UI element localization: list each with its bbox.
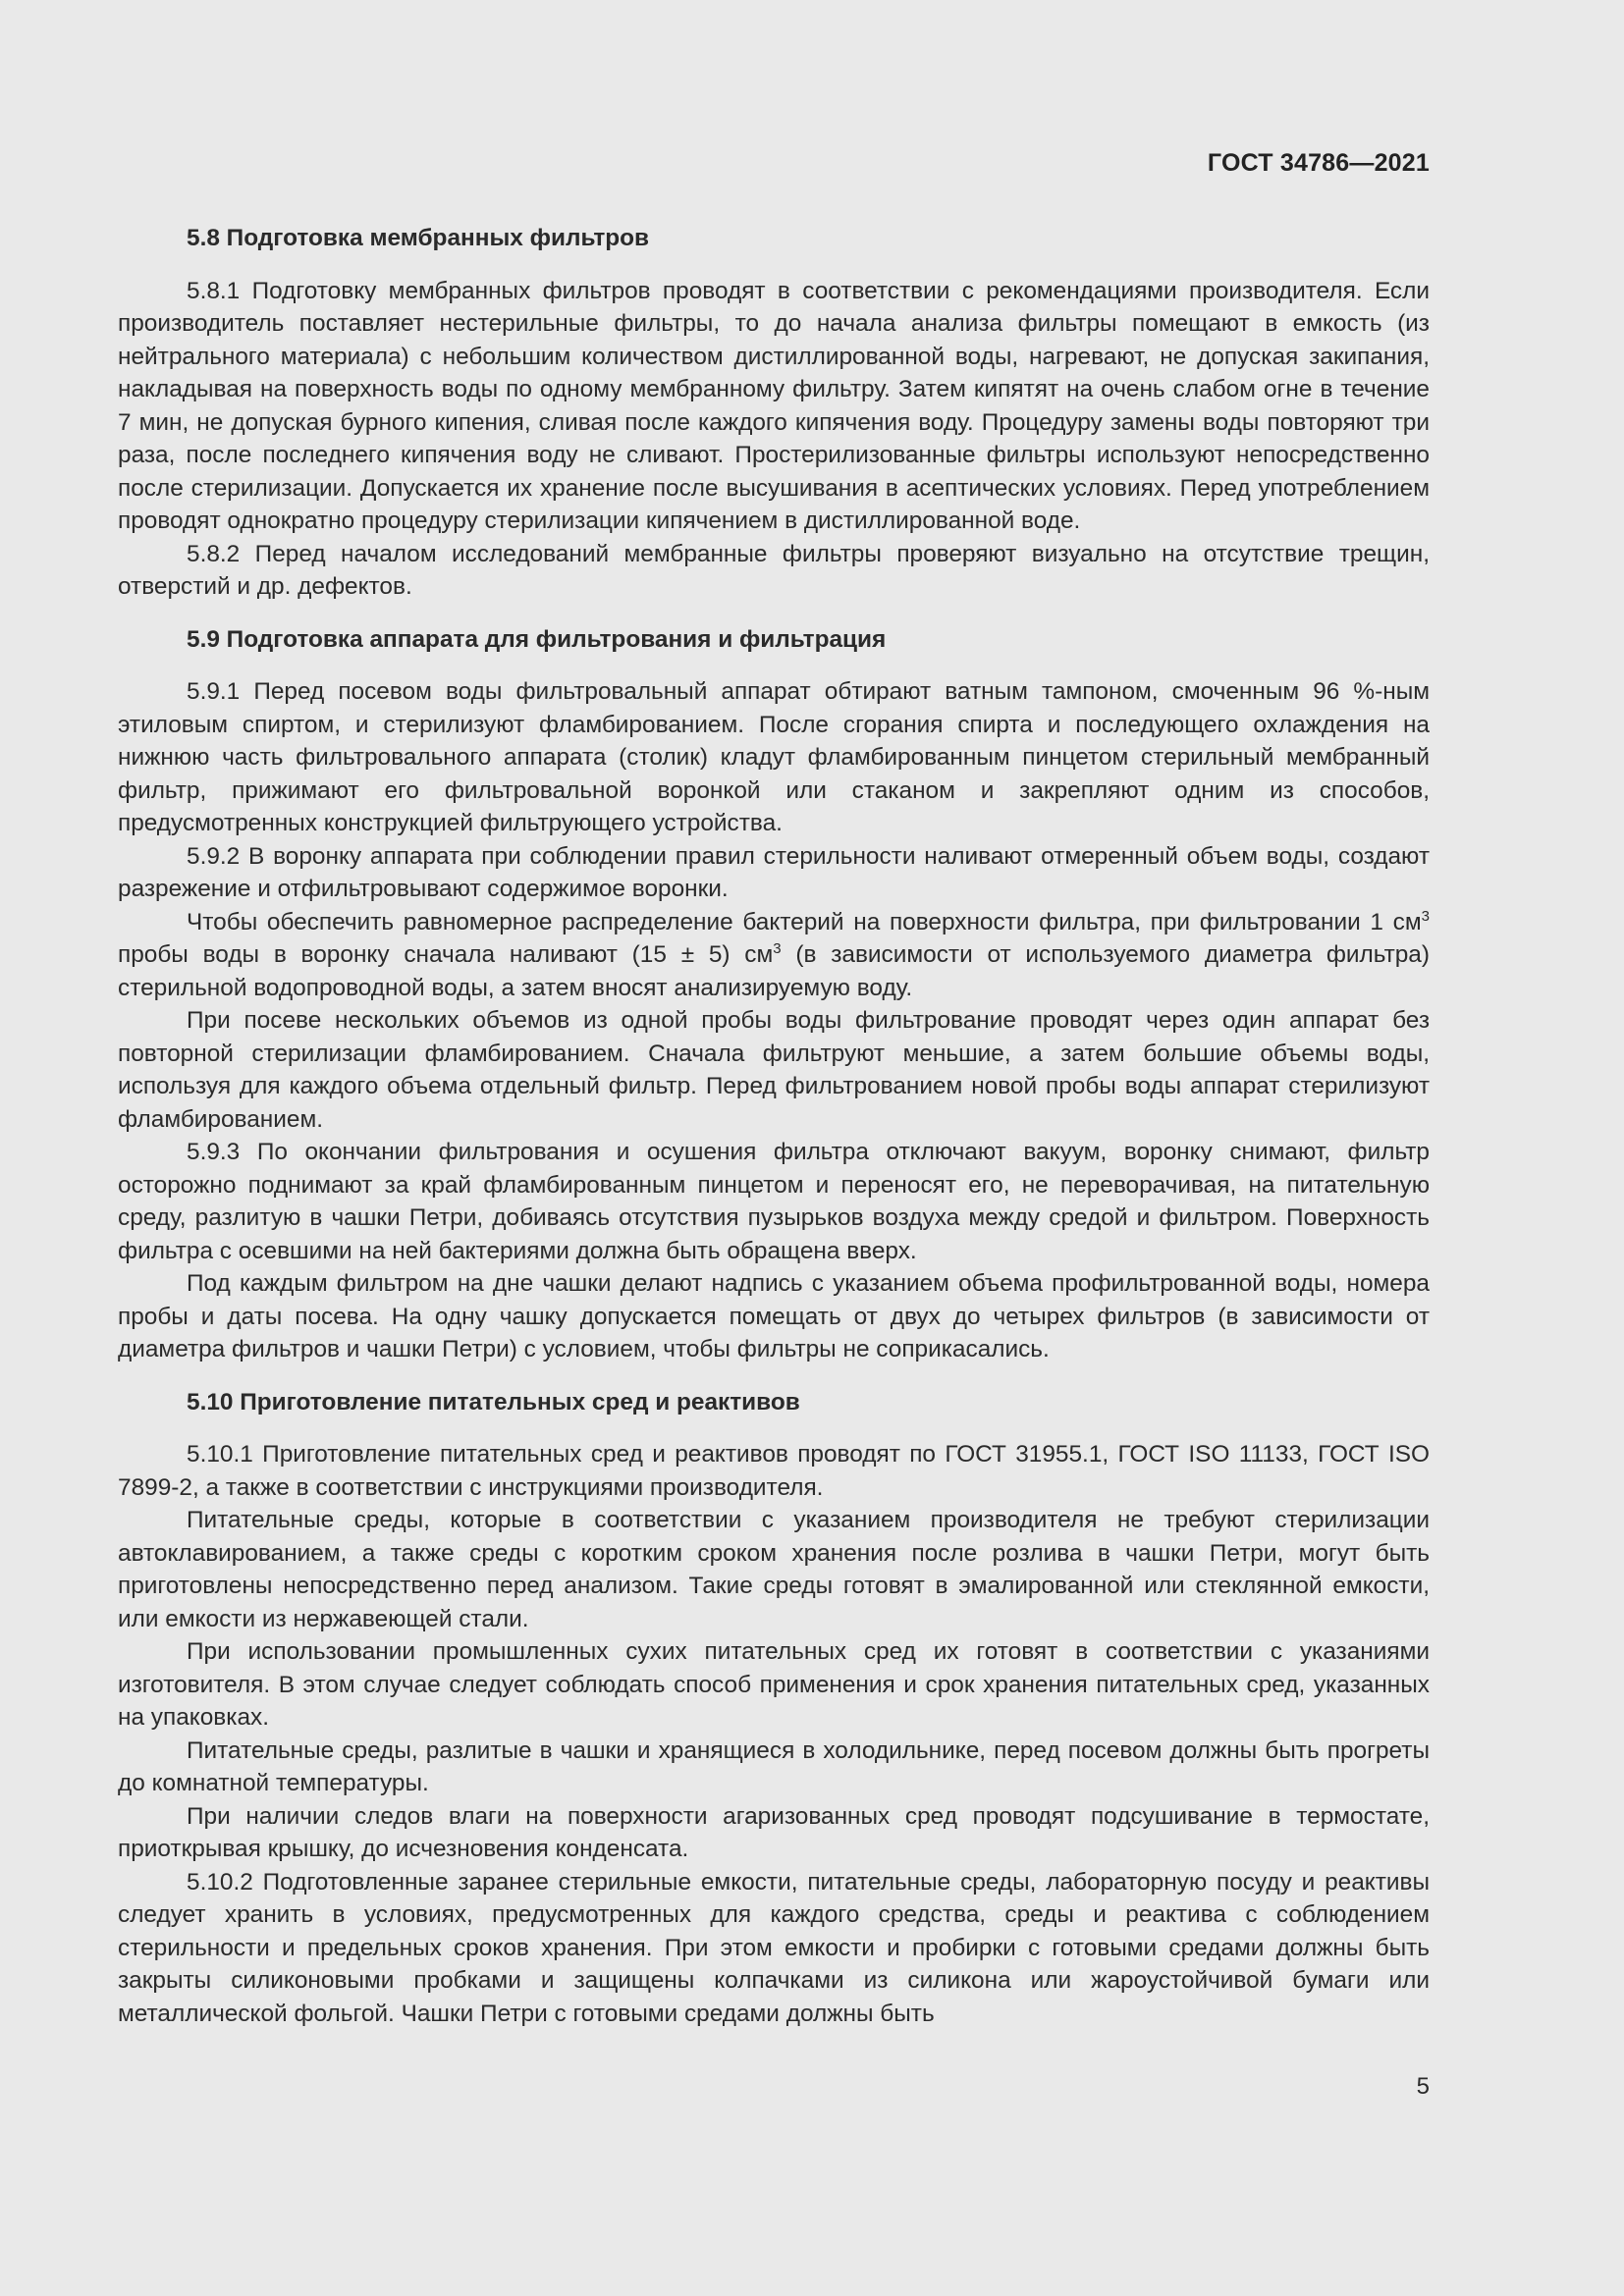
section-heading-5-8: 5.8 Подготовка мембранных фильтров xyxy=(187,225,650,251)
section-heading-5-9: 5.9 Подготовка аппарата для фильтрования и фильтрация xyxy=(187,625,887,653)
page-number: 5 xyxy=(1416,2073,1430,2100)
paragraph-5-10-2: 5.10.2 Подготовленные заранее стерильные емкости, питательные среды, лабораторную посуду и реактивы следует хранить в условиях, предусмотренных для каждого средства, среды и реактива с соблюдением стерильности и предельных сроков хранения. При этом емкости и пробирки с готовыми средами должны быть закрыты силиконовыми пробками и защищены колпачками из силикона или жароустойчивой бумаги или металлической фольгой. Чашки Петри с готовыми средами должны быть xyxy=(118,1868,1430,2027)
paragraph-5-9-2: 5.9.2 В воронку аппарата при соблюдении правил стерильности наливают отмеренный объем воды, создают разрежение и отфильтровывают содержимое воронки. xyxy=(118,842,1430,902)
paragraph-volume-part3: (в зависимости от используемого диаметра фильтра) стерильной водопроводной воды, а затем вносят анализируемую воду. xyxy=(118,941,1430,1001)
paragraph-5-9-1: 5.9.1 Перед посевом воды фильтровальный аппарат обтирают ватным тампоном, смоченным 96 %-ным этиловым спиртом, и стерилизуют фламбированием. После сгорания спирта и последующего охлаждения на нижнюю часть фильтровального аппарата (столик) кладут фламбированным пинцетом стерильный мембранный фильтр, прижимают его фильтровальной воронкой или стаканом и закрепляют одним из способов, предусмотренных конструкцией фильтрующего устройства. xyxy=(118,678,1430,836)
paragraph-dry-media: При использовании промышленных сухих питательных сред их готовят в соответствии с указаниями изготовителя. В этом случае следует соблюдать способ применения и срок хранения питательных сред, указанных на упаковках. xyxy=(118,1638,1430,1731)
paragraph-5-8-2: 5.8.2 Перед началом исследований мембранные фильтры проверяют визуально на отсутствие трещин, отверстий и др. дефектов. xyxy=(118,540,1430,600)
paragraph-drying: При наличии следов влаги на поверхности агаризованных сред проводят подсушивание в термостате, приоткрывая крышку, до исчезновения конденсата. xyxy=(118,1802,1430,1862)
paragraph-5-8-1: 5.8.1 Подготовку мембранных фильтров проводят в соответствии с рекомендациями производителя. Если производитель поставляет нестерильные фильтры, то до начала анализа фильтры помещают в емкость (из нейтрального материала) с небольшим количеством дистиллированной воды, нагревают, не допуская закипания, накладывая на поверхность воды по одному мембранному фильтру. Затем кипятят на очень слабом огне в течение 7 мин, не допуская бурного кипения, сливая после каждого кипячения воду. Процедуру замены воды повторяют три раза, после последнего кипячения воду не сливают. Простерилизованные фильтры используют непосредственно после стерилизации. Допускается их хранение после высушивания в асептических условиях. Перед употреблением проводят однократно процедуру стерилизации кипячением в дистиллированной воде. xyxy=(118,277,1430,534)
paragraph-volume-part2: пробы воды в воронку сначала наливают (15 ± 5) см xyxy=(118,941,774,968)
paragraph-volume xyxy=(118,906,1430,1005)
paragraph-labeling: Под каждым фильтром на дне чашки делают надпись с указанием объема профильтрованной воды, номера пробы и даты посева. На одну чашку допускается помещать от двух до четырех фильтров (в зависимости от диаметра фильтров и чашки Петри) с условием, чтобы фильтры не соприкасались. xyxy=(118,1270,1430,1362)
paragraph-volume-part1: Чтобы обеспечить равномерное распределение бактерий на поверхности фильтра, при фильтровании 1 см xyxy=(187,908,1422,935)
paragraph-warming: Питательные среды, разлитые в чашки и хранящиеся в холодильнике, перед посевом должны быть прогреты до комнатной температуры. xyxy=(118,1736,1430,1796)
paragraph-5-10-1: 5.10.1 Приготовление питательных сред и реактивов проводят по ГОСТ 31955.1, ГОСТ ISO 11133, ГОСТ ISO 7899-2, а также в соответствии с инструкциями производителя. xyxy=(118,1441,1430,1501)
document-code: ГОСТ 34786—2021 xyxy=(1207,149,1430,177)
paragraph-5-9-3: 5.9.3 По окончании фильтрования и осушения фильтра отключают вакуум, воронку снимают, фильтр осторожно поднимают за край фламбированным пинцетом и переносят его, не переворачивая, на питательную среду, разлитую в чашки Петри, добиваясь отсутствия пузырьков воздуха между средой и фильтром. Поверхность фильтра с осевшими на ней бактериями должна быть обращена вверх. xyxy=(118,1139,1430,1264)
superscript-cubic-2: 3 xyxy=(773,940,782,957)
section-heading-5-10: 5.10 Приготовление питательных сред и реактивов xyxy=(187,1388,800,1415)
paragraph-multiple-volumes: При посеве нескольких объемов из одной пробы воды фильтрование проводят через один аппарат без повторной стерилизации фламбированием. Сначала фильтруют меньшие, а затем большие объемы воды, используя для каждого объема отдельный фильтр. Перед фильтрованием новой пробы воды аппарат стерилизуют фламбированием. xyxy=(118,1007,1430,1133)
superscript-cubic-1: 3 xyxy=(1421,907,1430,925)
document-body xyxy=(118,222,1430,2030)
paragraph-media-no-sterilization: Питательные среды, которые в соответствии с указанием производителя не требуют стерилизации автоклавированием, а также среды с коротким сроком хранения после розлива в чашки Петри, могут быть приготовлены непосредственно перед анализом. Такие среды готовят в эмалированной или стеклянной емкости, или емкости из нержавеющей стали. xyxy=(118,1507,1430,1632)
